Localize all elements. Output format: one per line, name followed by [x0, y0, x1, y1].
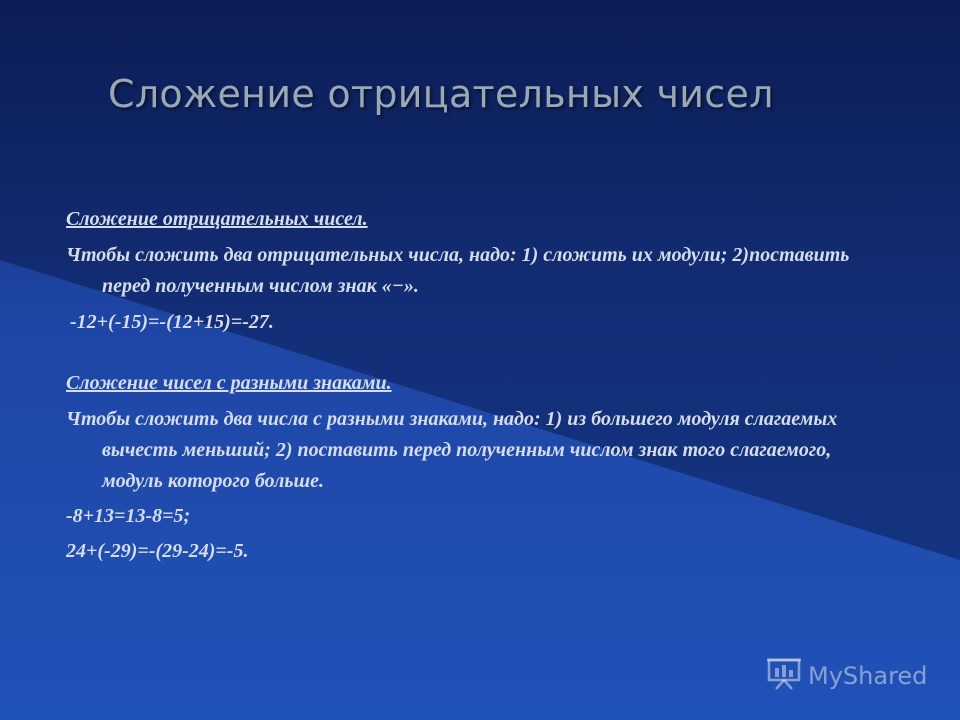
section-heading-negative-numbers: Сложение отрицательных чисел.	[66, 208, 368, 230]
example-different-signs-1: -8+13=13-8=5;	[66, 505, 191, 527]
rule-negative-numbers: Чтобы сложить два отрицательных числа, надо: 1) сложить их модули; 2)поставить перед полученным числом знак «−».	[66, 244, 850, 297]
section-heading-different-signs: Сложение чисел с разными знаками.	[66, 372, 392, 394]
example-negative-numbers: -12+(-15)=-(12+15)=-27.	[70, 311, 274, 333]
slide-content	[66, 204, 896, 567]
watermark-text: MyShared	[808, 662, 928, 690]
example-different-signs-2: 24+(-29)=-(29-24)=-5.	[66, 540, 249, 562]
presentation-board-icon	[766, 656, 802, 696]
slide-title: Сложение отрицательных чисел	[108, 72, 774, 116]
myshared-watermark	[766, 656, 927, 696]
rule-different-signs: Чтобы сложить два числа с разными знаками, надо: 1) из большего модуля слагаемых вычесть меньший; 2) поставить перед полученным числом знак того слагаемого, модуль которого больше.	[66, 408, 838, 492]
spacer	[66, 338, 896, 368]
